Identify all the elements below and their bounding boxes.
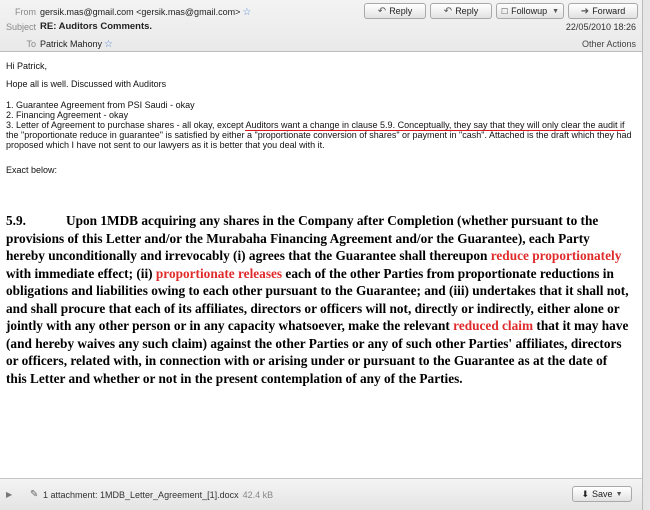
clause-line: obligations and liabilities owing to each other pursuant to the Guarantee; and (iii) undertakes that it shall not, (6, 283, 629, 298)
underlined-remark: Auditors want a change in clause 5.9. Conceptually, they say that they will only clear the audit if (245, 120, 625, 130)
attachment-size: 42.4 kB (242, 490, 274, 500)
list-item: 2. Financing Agreement - okay (6, 110, 129, 120)
star-icon[interactable]: ☆ (104, 39, 113, 50)
highlight-proportionate-releases: proportionate releases (155, 265, 283, 281)
from-label: From (15, 7, 36, 17)
chevron-down-icon[interactable]: ▼ (552, 7, 560, 15)
clause-line: jointly with any other person or in any capacity whatsoever, make the relevant (6, 318, 454, 333)
clause-line: this Letter and whether or not in the present contemplation of any of the Parties. (6, 370, 463, 386)
reply-all-button[interactable] (430, 3, 492, 19)
reply-icon: ↶ (377, 5, 387, 17)
attachment-name[interactable]: 1 attachment: 1MDB_Letter_Agreement_[1].docx (43, 490, 239, 500)
followup-button[interactable] (496, 3, 564, 19)
list-item (6, 120, 636, 130)
adjacent-window-edge (642, 0, 650, 510)
chevron-down-icon[interactable]: ▼ (615, 490, 623, 498)
exact-below-label: Exact below: (6, 165, 58, 175)
intro-text: Hope all is well. Discussed with Auditors (6, 79, 167, 89)
message-header (0, 0, 642, 52)
list-item: 1. Guarantee Agreement from PSI Saudi - okay (6, 100, 195, 110)
list-item-continued: proposed which I have not sent to our lawyers as it is better that you deal with it. (6, 140, 325, 150)
subject-value: RE: Auditors Comments. (40, 21, 153, 32)
clause-line: or officers, related with, in connection with or arising under or pursuant to the Guarantee as at the date of (6, 353, 608, 368)
reply-button[interactable] (364, 3, 426, 19)
items-list (6, 100, 636, 150)
disclosure-triangle-icon[interactable]: ▶ (6, 490, 13, 499)
from-value[interactable]: gersik.mas@gmail.com <gersik.mas@gmail.com> (40, 7, 241, 17)
save-button[interactable] (572, 486, 632, 502)
to-value[interactable]: Patrick Mahony (40, 39, 103, 49)
reply-all-label: Reply (455, 6, 479, 16)
clause-5-9 (6, 212, 634, 387)
forward-button[interactable] (568, 3, 638, 19)
clause-line: provisions of this Letter and/or the Murabaha Financing Agreement and/or the Guarantee), each Party (6, 230, 590, 246)
message-body (6, 52, 638, 476)
attachment-info[interactable] (43, 490, 273, 500)
reply-all-icon: ↶ (443, 5, 453, 17)
forward-label: Forward (592, 6, 626, 16)
message-date: 22/05/2010 18:26 (565, 22, 636, 32)
clause-line: and shall procure that each of its affiliates, directors or officers will not, directly or indirectly, either alone or (6, 300, 620, 316)
other-actions-link[interactable]: Other Actions (581, 39, 636, 49)
from-address[interactable] (40, 7, 251, 18)
clause-line: Upon 1MDB acquiring any shares in the Company after Completion (whether pursuant to the (66, 213, 599, 228)
reply-label: Reply (389, 6, 413, 16)
star-icon[interactable]: ☆ (242, 7, 252, 18)
greeting: Hi Patrick, (6, 61, 48, 71)
highlight-reduce-proportionately: reduce proportionately (490, 248, 622, 263)
clause-line: each of the other Parties from proportionate reductions in (282, 265, 614, 281)
forward-icon: ➜ (580, 5, 590, 17)
clause-line: hereby unconditionally and irrevocably (i) agrees that the Guarantee shall thereupon (6, 248, 491, 263)
followup-icon: ☐ (500, 6, 509, 16)
clause-line: (and hereby waives any such claim) against the other Parties or any of such other Parties' affiliates, directors (6, 335, 622, 351)
clause-number: 5.9. (6, 213, 26, 228)
save-label: Save (592, 489, 613, 499)
clause-line: that it may have (533, 318, 629, 333)
to-label: To (26, 39, 36, 49)
header-toolbar (364, 3, 638, 19)
subject-label: Subject (5, 22, 36, 32)
download-icon: ⬇ (581, 488, 590, 499)
list-item-continued: the "proportionate reduce in guarantee" is satisfied by either a "proportionate conversion of shares" or payment in "cash". Attached is the draft which they had (6, 130, 632, 140)
item3-text: 3. Letter of Agreement to purchase shares - all okay, except (6, 120, 246, 130)
paperclip-icon: ✎ (30, 489, 39, 500)
attachment-bar (0, 478, 642, 510)
to-recipient[interactable] (40, 39, 113, 50)
clause-line: with immediate effect; (ii) (6, 265, 156, 281)
followup-label: Followup (511, 6, 548, 16)
highlight-reduced-claim: reduced claim (453, 318, 534, 333)
